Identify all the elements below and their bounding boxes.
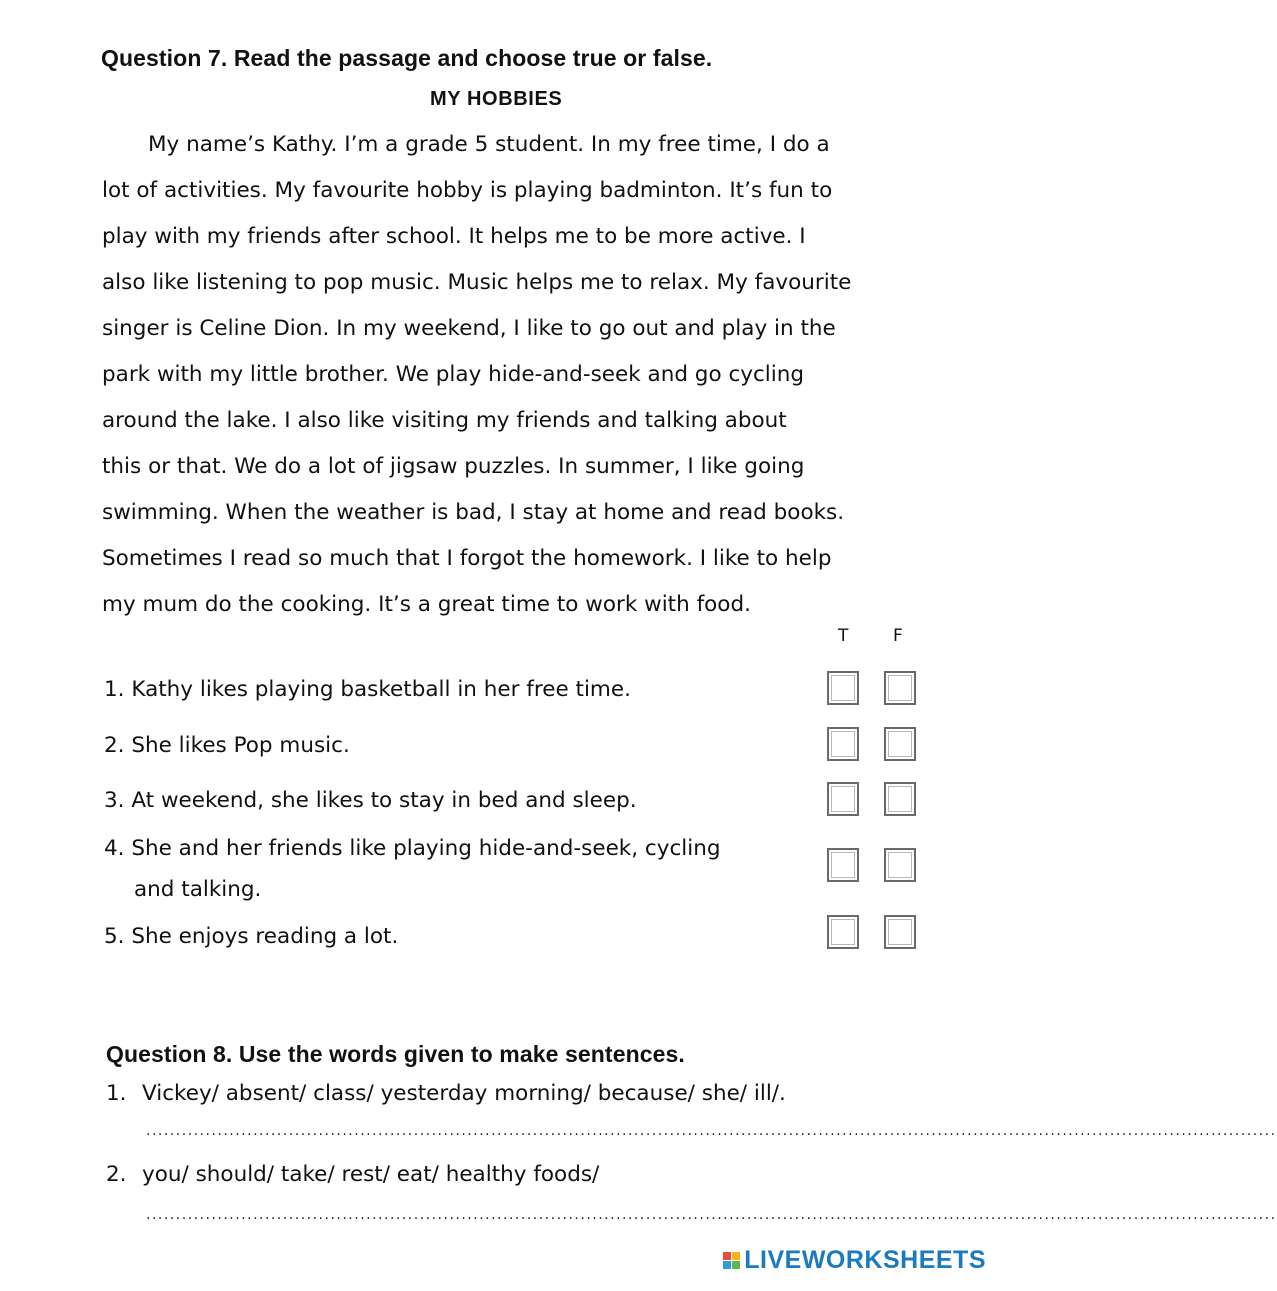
sentence-1-prompt: Vickey/ absent/ class/ yesterday morning/ because/ she/ ill/. xyxy=(142,1081,786,1106)
brand-name: LIVEWORKSHEETS xyxy=(744,1246,986,1274)
passage-line: also like listening to pop music. Music helps me to relax. My favourite xyxy=(102,270,852,295)
passage-line: swimming. When the weather is bad, I stay at home and read books. xyxy=(102,500,845,525)
statement-1-false-checkbox[interactable] xyxy=(884,671,916,705)
false-column-header: F xyxy=(893,626,903,646)
statement-3-true-checkbox[interactable] xyxy=(827,782,859,816)
statement-1-true-checkbox[interactable] xyxy=(827,671,859,705)
true-column-header: T xyxy=(838,626,849,646)
sentence-1-answer-line[interactable]: .............................................................................................................................................................................................. xyxy=(146,1123,1277,1139)
statement-4-false-checkbox[interactable] xyxy=(884,848,916,882)
sentence-2-answer-line[interactable]: .............................................................................................................................................................................................. xyxy=(146,1207,1277,1223)
sentence-1-number: 1. xyxy=(106,1081,127,1106)
passage-title: MY HOBBIES xyxy=(430,88,563,110)
statement-5-true-checkbox[interactable] xyxy=(827,915,859,949)
sentence-2-number: 2. xyxy=(106,1162,127,1187)
question-8-heading: Question 8. Use the words given to make sentences. xyxy=(106,1041,685,1067)
passage-line: Sometimes I read so much that I forgot the homework. I like to help xyxy=(102,546,832,571)
statement-3: 3. At weekend, she likes to stay in bed and sleep. xyxy=(104,788,637,813)
statement-1: 1. Kathy likes playing basketball in her free time. xyxy=(104,677,631,702)
statement-5-false-checkbox[interactable] xyxy=(884,915,916,949)
question-7-heading: Question 7. Read the passage and choose true or false. xyxy=(101,45,713,71)
passage-line: singer is Celine Dion. In my weekend, I like to go out and play in the xyxy=(102,316,836,341)
statement-4-true-checkbox[interactable] xyxy=(827,848,859,882)
passage-line: play with my friends after school. It helps me to be more active. I xyxy=(102,224,806,249)
liveworksheets-logo xyxy=(723,1246,986,1275)
statement-2: 2. She likes Pop music. xyxy=(104,733,350,758)
statement-2-true-checkbox[interactable] xyxy=(827,727,859,761)
passage-line: around the lake. I also like visiting my friends and talking about xyxy=(102,408,787,433)
sentence-2-prompt: you/ should/ take/ rest/ eat/ healthy foods/ xyxy=(142,1162,600,1187)
passage-line: lot of activities. My favourite hobby is playing badminton. It’s fun to xyxy=(102,178,833,203)
statement-4: 4. She and her friends like playing hide-and-seek, cycling xyxy=(104,836,721,861)
passage-line: park with my little brother. We play hide-and-seek and go cycling xyxy=(102,362,805,387)
passage-line: my mum do the cooking. It’s a great time to work with food. xyxy=(102,592,751,617)
passage-line: this or that. We do a lot of jigsaw puzzles. In summer, I like going xyxy=(102,454,805,479)
statement-5: 5. She enjoys reading a lot. xyxy=(104,924,399,949)
statement-2-false-checkbox[interactable] xyxy=(884,727,916,761)
passage-line: My name’s Kathy. I’m a grade 5 student. In my free time, I do a xyxy=(148,132,830,157)
statement-4-continuation: and talking. xyxy=(134,877,262,902)
liveworksheets-logo-icon xyxy=(723,1252,740,1269)
statement-3-false-checkbox[interactable] xyxy=(884,782,916,816)
